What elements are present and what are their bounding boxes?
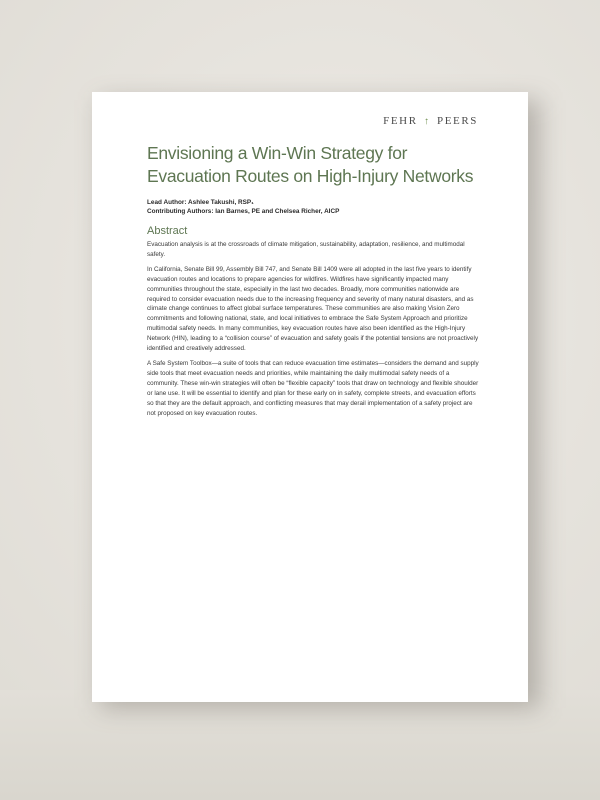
logo-word-right: PEERS — [436, 115, 478, 127]
logo-word-left: FEHR — [383, 115, 418, 127]
abstract-paragraph-1: Evacuation analysis is at the crossroads of climate mitigation, sustainability, adaptation, resilience, and multimodal safety. — [147, 241, 465, 258]
abstract-paragraph-2: In California, Senate Bill 99, Assembly Bill 747, and Senate Bill 1409 were all adopted in the last five years to identify evacuation routes and locations to prepare agencies for wildfires. Wildfires have significantly impacted many communities throughout the state, especially in the last two decades. Broadly, more communities nationwide are required to consider evacuation needs due to the increasing frequency and severity of many natural disasters, and as climate change continues to affect global surface temperatures. These communities are also making Vision Zero commitments and following national, state, and local initiatives to embrace the Safe System Approach and prioritize multimodal safety needs. In many communities, key evacuation routes have also been identified as the High-Injury Network (HIN), leading to a “collision course” of evacuation and safety goals if the potential tensions are not proactively identified and creatively addressed. — [147, 265, 479, 353]
document-content — [147, 142, 482, 423]
document-page — [92, 92, 528, 702]
contributing-authors: Contributing Authors: Ian Barnes, PE and Chelsea Richer, AICP — [147, 208, 340, 215]
abstract-heading: Abstract — [147, 225, 188, 237]
abstract-paragraph-3: A Safe System Toolbox—a suite of tools that can reduce evacuation time estimates—considers the demand and supply side tools that meet evacuation needs and priorities, while maintaining the daily multimodal safety needs of a community. These win-win strategies will often be “flexible capacity” tools that draw on technology and flexible shoulder or lane use. It will be essential to identify and plan for these early on in safety, complete streets, and evacuation efforts so that they are the default approach, and conflicting measures that may derail implementation of a safety project are not proposed on key evacuation routes. — [147, 359, 479, 417]
lead-author: Lead Author: Ashlee Takushi, RSP₁ — [147, 199, 254, 206]
fehr-peers-logo — [383, 115, 478, 127]
logo-arrow-icon: ↑ — [424, 116, 431, 127]
document-title: Envisioning a Win-Win Strategy for Evacuation Routes on High-Injury Networks — [147, 143, 474, 186]
